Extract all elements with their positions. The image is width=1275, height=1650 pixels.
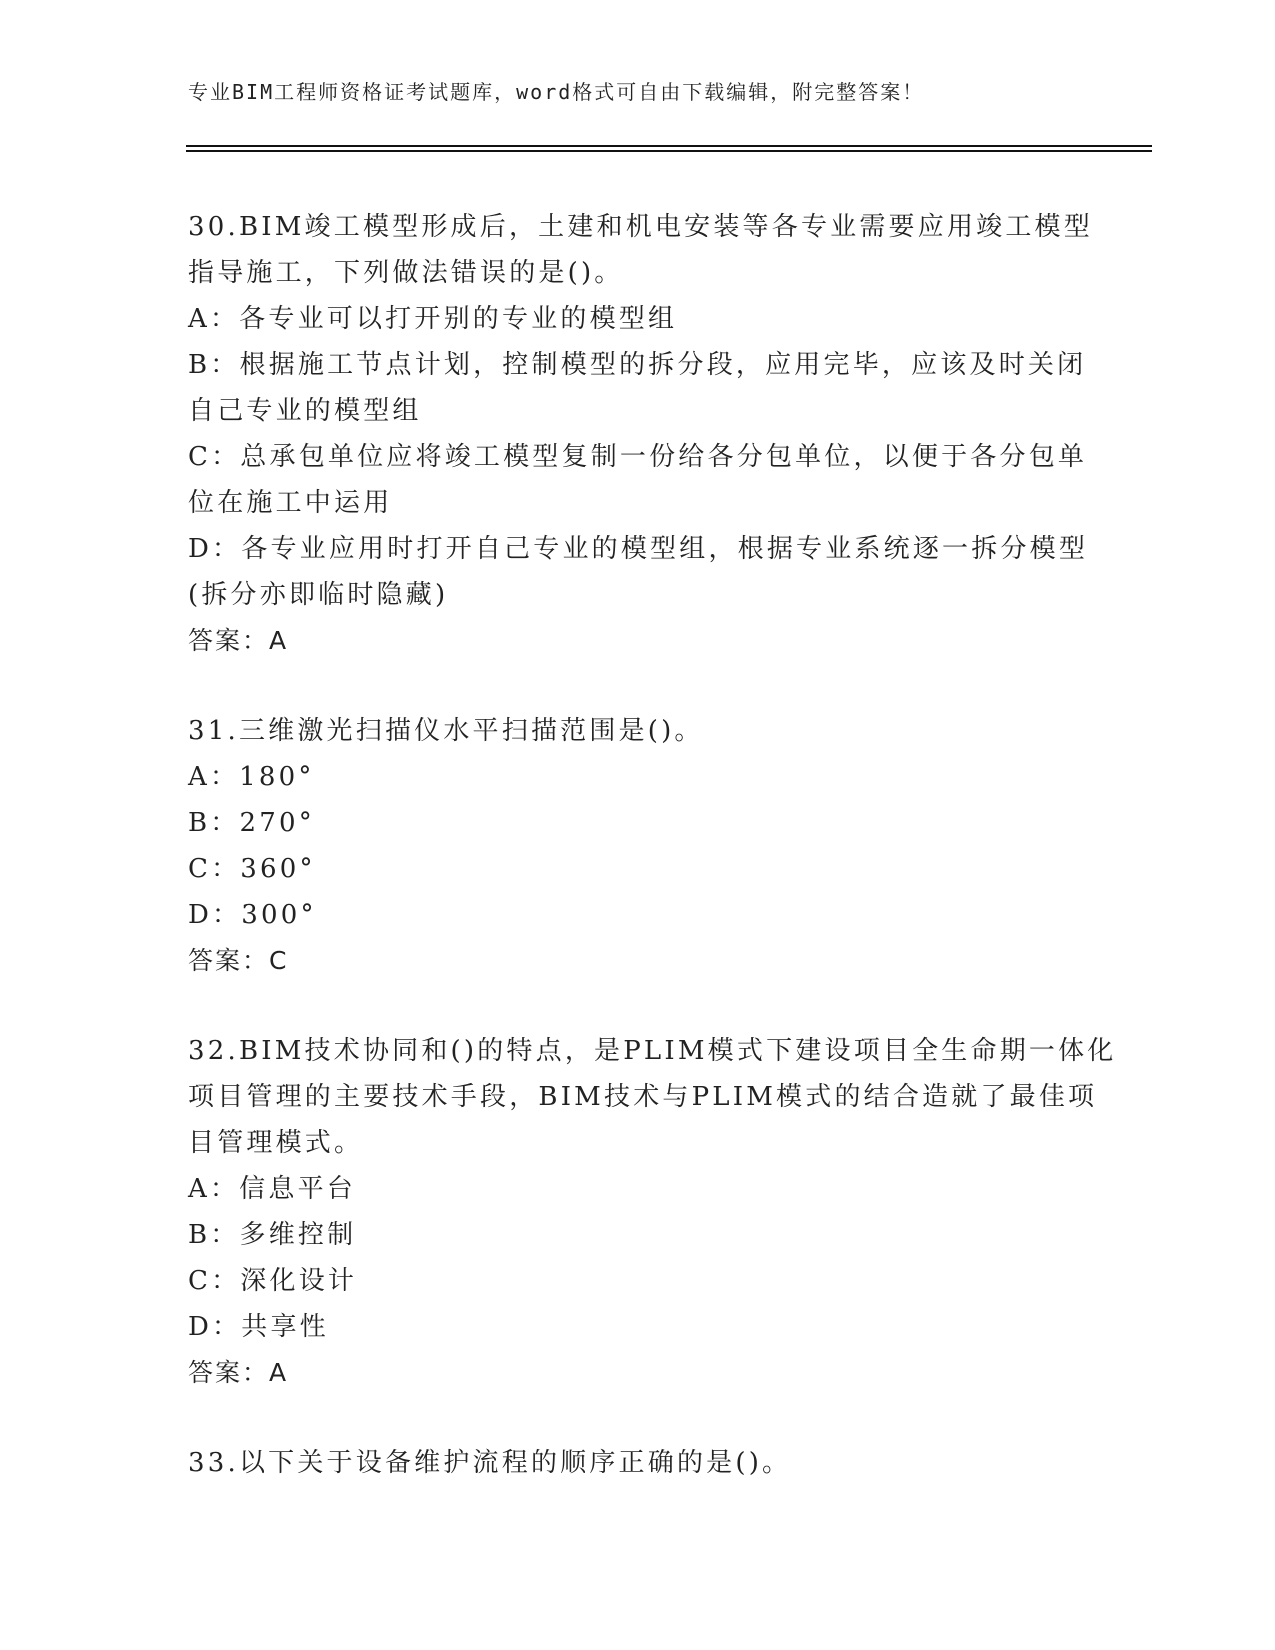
option-a: A：各专业可以打开别的专业的模型组: [188, 304, 678, 334]
answer-label: 答案：C: [188, 946, 289, 975]
question-stem: 30.BIM竣工模型形成后，土建和机电安装等各专业需要应用竣工模型: [188, 212, 1093, 242]
option-a: A：信息平台: [188, 1174, 356, 1204]
header-rule-bottom: [186, 150, 1152, 152]
question-stem: 项目管理的主要技术手段，BIM技术与PLIM模式的结合造就了最佳项: [188, 1082, 1098, 1112]
option-c: C：总承包单位应将竣工模型复制一份给各分包单位，以便于各分包单: [188, 442, 1088, 472]
question-stem: 33.以下关于设备维护流程的顺序正确的是()。: [188, 1448, 792, 1478]
question-stem: 31.三维激光扫描仪水平扫描范围是()。: [188, 716, 704, 746]
option-b-cont: 自己专业的模型组: [188, 396, 422, 426]
question-stem: 32.BIM技术协同和()的特点，是PLIM模式下建设项目全生命期一体化: [188, 1036, 1117, 1066]
question-list: [188, 204, 1117, 1530]
option-d: D：各专业应用时打开自己专业的模型组，根据专业系统逐一拆分模型: [188, 534, 1089, 564]
question-30: [188, 204, 1093, 664]
option-d-cont: (拆分亦即临时隐藏): [188, 580, 449, 610]
option-b: B：根据施工节点计划，控制模型的拆分段，应用完毕，应该及时关闭: [188, 350, 1087, 380]
option-a: A：180°: [188, 762, 315, 792]
page-header: 专业BIM工程师资格证考试题库，word格式可自由下载编辑，附完整答案！: [188, 80, 925, 104]
option-d: D：共享性: [188, 1312, 329, 1342]
answer-label: 答案：A: [188, 1358, 289, 1387]
answer-label: 答案：A: [188, 626, 289, 655]
option-d: D：300°: [188, 900, 317, 930]
option-c: C：360°: [188, 854, 316, 884]
question-stem: 目管理模式。: [188, 1128, 364, 1158]
option-c-cont: 位在施工中运用: [188, 488, 393, 518]
question-stem: 指导施工，下列做法错误的是()。: [188, 258, 624, 288]
option-c: C：深化设计: [188, 1266, 358, 1296]
question-33: [188, 1440, 1088, 1486]
option-b: B：270°: [188, 808, 315, 838]
header-rule-top: [186, 145, 1152, 147]
question-32: [188, 1028, 1117, 1396]
question-31: [188, 708, 1088, 984]
option-b: B：多维控制: [188, 1220, 357, 1250]
